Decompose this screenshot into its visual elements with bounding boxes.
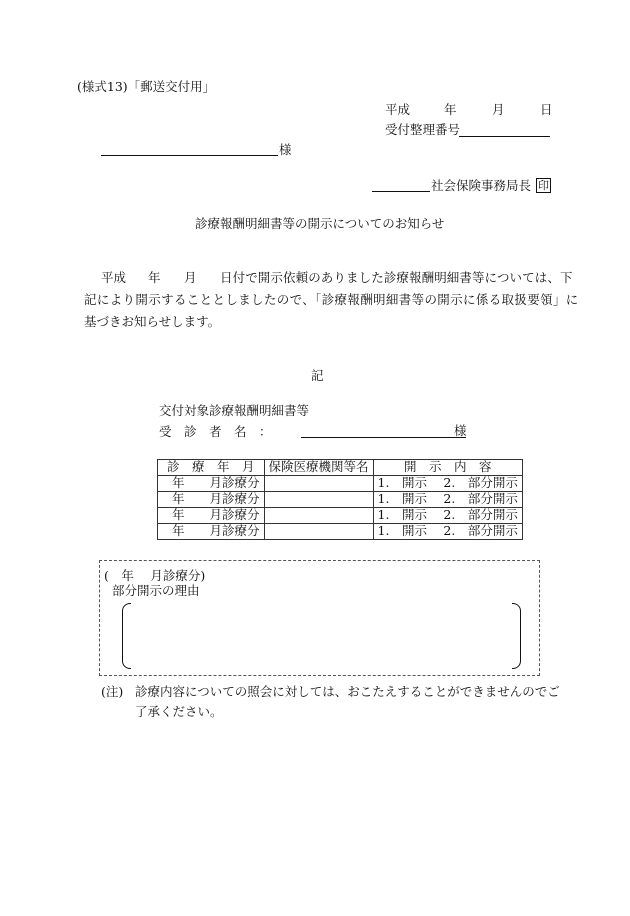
document-title: 診療報酬明細書等の開示についてのお知らせ <box>195 216 445 231</box>
header-institution: 保険医療機関等名 <box>264 460 373 476</box>
body-line-1: 日付で開示依頼のありました診療報酬明細書等については、下 <box>220 270 573 285</box>
date-era: 平成 <box>385 102 411 117</box>
body-month: 月 <box>184 270 197 285</box>
left-bracket <box>122 603 131 669</box>
table-row <box>158 476 523 492</box>
table-header-row <box>158 460 523 476</box>
body-year: 年 <box>148 270 161 285</box>
issuer-title: 社会保険事務局長 <box>431 178 532 193</box>
date-day: 日 <box>540 102 553 117</box>
note-marker: (注) <box>101 684 124 699</box>
header-disclosure: 開 示 内 容 <box>373 460 522 476</box>
patient-suffix: 様 <box>454 423 467 438</box>
cell-period: 年 月診療分 <box>158 492 265 508</box>
body-line-2: 記により開示することとしましたので、「診療報酬明細書等の開示に係る取扱要領」に <box>84 292 579 307</box>
addressee-field[interactable] <box>101 155 278 156</box>
table-row <box>158 508 523 524</box>
cell-institution[interactable] <box>264 508 373 524</box>
table-row <box>158 492 523 508</box>
ki-heading: 記 <box>311 368 324 383</box>
partial-reason-field[interactable] <box>132 605 510 665</box>
cell-period: 年 月診療分 <box>158 524 265 540</box>
addressee-suffix: 様 <box>279 142 292 157</box>
note-line-2: 了承ください。 <box>135 704 223 719</box>
reception-number-label: 受付整理番号 <box>385 122 461 137</box>
reception-number-field[interactable] <box>459 136 550 137</box>
cell-disclosure[interactable]: 1. 開示 2. 部分開示 <box>373 508 522 524</box>
form-label: (様式13)「郵送交付用」 <box>77 79 216 94</box>
cell-disclosure[interactable]: 1. 開示 2. 部分開示 <box>373 476 522 492</box>
cell-period: 年 月診療分 <box>158 508 265 524</box>
patient-name-field[interactable] <box>301 437 466 438</box>
partial-period: ( 年 月診療分) <box>104 568 206 583</box>
target-label: 交付対象診療報酬明細書等 <box>159 403 310 418</box>
note-line-1: 診療内容についての照会に対しては、おこたえすることができませんのでご <box>135 684 560 699</box>
cell-period: 年 月診療分 <box>158 476 265 492</box>
header-period: 診 療 年 月 <box>158 460 265 476</box>
patient-label: 受 診 者 名 ： <box>159 424 272 439</box>
right-bracket <box>512 603 521 669</box>
table-row <box>158 524 523 540</box>
cell-institution[interactable] <box>264 476 373 492</box>
partial-reason-label: 部分開示の理由 <box>112 583 200 598</box>
cell-disclosure[interactable]: 1. 開示 2. 部分開示 <box>373 524 522 540</box>
body-line-3: 基づきお知らせします。 <box>84 314 221 329</box>
date-year: 年 <box>444 102 457 117</box>
cell-institution[interactable] <box>264 524 373 540</box>
issuer-office-field[interactable] <box>372 191 430 192</box>
disclosure-table <box>157 459 523 540</box>
body-era: 平成 <box>101 270 127 285</box>
cell-disclosure[interactable]: 1. 開示 2. 部分開示 <box>373 492 522 508</box>
date-month: 月 <box>492 102 505 117</box>
cell-institution[interactable] <box>264 492 373 508</box>
seal-mark: 印 <box>538 179 549 192</box>
